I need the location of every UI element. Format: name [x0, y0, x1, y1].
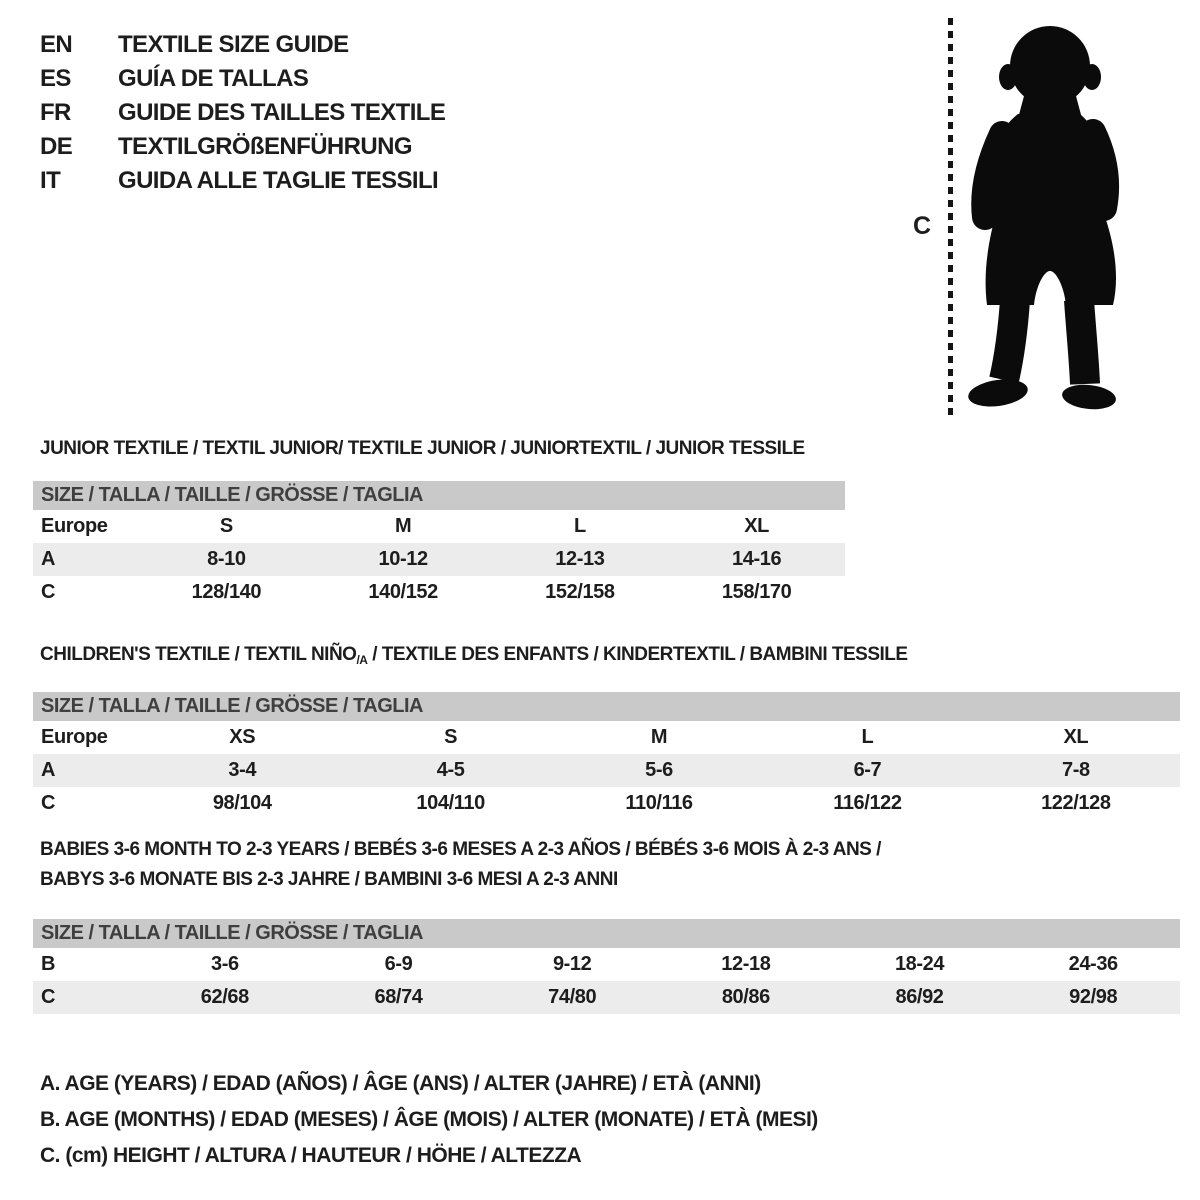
table-cell: 104/110: [416, 792, 485, 814]
section-children-textile: [33, 643, 1180, 820]
language-row-de: [40, 130, 445, 164]
section-babies-textile: [33, 838, 1180, 1014]
table-cell: L: [861, 726, 874, 748]
legend-height: C. (cm) HEIGHT / ALTURA / HAUTEUR / HÖHE / ALTEZZA: [40, 1144, 582, 1167]
table-cell: 68/74: [374, 986, 423, 1008]
table-cell: 122/128: [1041, 792, 1111, 814]
row-label: C: [41, 581, 56, 603]
children-section-title: [40, 643, 1180, 672]
table-cell: 6-9: [384, 953, 413, 975]
table-cell: 92/98: [1069, 986, 1118, 1008]
row-label: C: [41, 986, 56, 1008]
table-cell: 128/140: [191, 581, 262, 603]
table-row-height: [33, 981, 1180, 1014]
junior-section-title: JUNIOR TEXTILE / TEXTIL JUNIOR/ TEXTILE JUNIOR / JUNIORTEXTIL / JUNIOR TESSILE: [40, 438, 805, 459]
table-cell: M: [394, 515, 412, 537]
guide-title-de: TEXTILGRÖßENFÜHRUNG: [118, 133, 412, 160]
table-row-age-years: [33, 543, 845, 576]
table-row-europe: [33, 721, 1180, 754]
language-code: DE: [40, 133, 73, 160]
toddler-silhouette-icon: [958, 14, 1138, 421]
table-cell: XL: [744, 515, 769, 537]
table-row-age-years: [33, 754, 1180, 787]
table-cell: 12-13: [555, 548, 605, 570]
table-cell: 140/152: [368, 581, 438, 603]
table-cell: 14-16: [732, 548, 782, 570]
table-cell: 4-5: [436, 759, 465, 781]
table-row-age-months: [33, 948, 1180, 981]
table-cell: 10-12: [378, 548, 428, 570]
table-cell: 6-7: [853, 759, 882, 781]
junior-size-table: [33, 481, 845, 609]
table-cell: 8-10: [207, 548, 246, 570]
children-title-sub: /A: [356, 653, 368, 667]
language-row-en: [40, 28, 445, 62]
table-cell: 9-12: [552, 953, 592, 975]
table-cell: 12-18: [721, 953, 771, 975]
row-label: A: [41, 548, 56, 570]
table-cell: 7-8: [1061, 759, 1090, 781]
table-cell: 152/158: [545, 581, 615, 603]
table-row-height: [33, 787, 1180, 820]
language-row-es: [40, 62, 445, 96]
guide-title-en: TEXTILE SIZE GUIDE: [118, 31, 349, 58]
table-cell: 74/80: [548, 986, 597, 1008]
table-cell: 158/170: [721, 581, 792, 603]
table-cell: 62/68: [200, 986, 249, 1008]
table-cell: 98/104: [212, 792, 272, 814]
table-cell: 18-24: [894, 953, 945, 975]
row-label: B: [41, 953, 56, 975]
size-table-header: SIZE / TALLA / TAILLE / GRÖSSE / TAGLIA: [33, 919, 1180, 948]
babies-section-title-line1: BABIES 3-6 MONTH TO 2-3 YEARS / BEBÉS 3-6 MESES A 2-3 AÑOS / BÉBÉS 3-6 MOIS À 2-3 ANS /: [40, 839, 881, 860]
language-code: FR: [40, 99, 71, 126]
babies-section-title-line2: BABYS 3-6 MONATE BIS 2-3 JAHRE / BAMBINI 3-6 MESI A 2-3 ANNI: [40, 869, 618, 890]
table-cell: 24-36: [1068, 953, 1118, 975]
table-cell: S: [219, 515, 233, 537]
table-cell: 80/86: [721, 986, 770, 1008]
table-cell: 116/122: [833, 792, 902, 814]
table-cell: S: [444, 726, 458, 748]
guide-title-fr: GUIDE DES TAILLES TEXTILE: [118, 99, 446, 126]
table-row-europe: [33, 510, 845, 543]
language-row-fr: [40, 96, 445, 130]
row-label: A: [41, 759, 56, 781]
guide-title-it: GUIDA ALLE TAGLIE TESSILI: [118, 167, 439, 194]
table-cell: M: [650, 726, 668, 748]
guide-title-es: GUÍA DE TALLAS: [118, 65, 309, 92]
section-junior-textile: [33, 437, 845, 609]
legend-age-months: B. AGE (MONTHS) / EDAD (MESES) / ÂGE (MOIS) / ALTER (MONATE) / ETÀ (MESI): [40, 1108, 818, 1131]
babies-size-table: [33, 919, 1180, 1014]
table-cell: 3-4: [228, 759, 257, 781]
measurement-legend: [40, 1066, 818, 1174]
children-title-pre: CHILDREN'S TEXTILE / TEXTIL NIÑO: [40, 644, 357, 665]
table-cell: L: [573, 515, 586, 537]
language-code: ES: [40, 65, 71, 92]
legend-age-years: A. AGE (YEARS) / EDAD (AÑOS) / ÂGE (ANS) / ALTER (JAHRE) / ETÀ (ANNI): [40, 1072, 761, 1095]
height-dashed-line: [948, 18, 953, 416]
language-code: EN: [40, 31, 73, 58]
language-row-it: [40, 164, 445, 198]
language-code: IT: [40, 167, 61, 194]
table-cell: XL: [1063, 726, 1089, 748]
table-cell: XS: [229, 726, 256, 748]
row-label: C: [41, 792, 56, 814]
row-label: Europe: [41, 515, 108, 537]
row-label: Europe: [41, 726, 108, 748]
table-cell: 3-6: [210, 953, 239, 975]
children-title-post: / TEXTILE DES ENFANTS / KINDERTEXTIL / BAMBINI TESSILE: [367, 644, 908, 665]
table-cell: 110/116: [625, 792, 693, 814]
size-table-header: SIZE / TALLA / TAILLE / GRÖSSE / TAGLIA: [33, 692, 1180, 721]
size-table-header: SIZE / TALLA / TAILLE / GRÖSSE / TAGLIA: [33, 481, 845, 510]
children-size-table: [33, 692, 1180, 820]
table-row-height: [33, 576, 845, 609]
table-cell: 86/92: [895, 986, 944, 1008]
height-marker-label: C: [913, 212, 932, 240]
language-title-list: [40, 28, 445, 198]
table-cell: 5-6: [645, 759, 673, 781]
